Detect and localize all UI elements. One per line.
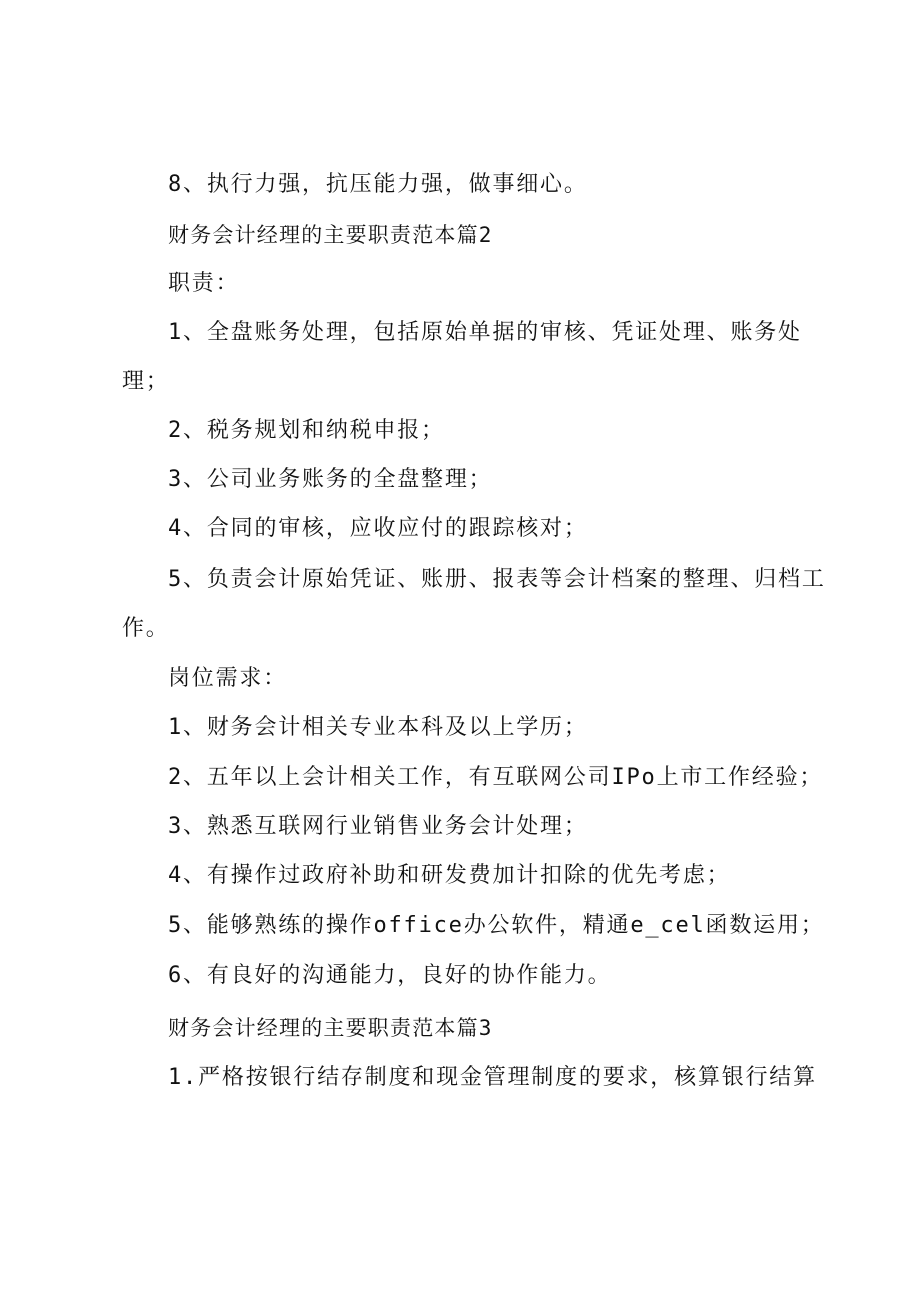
text-line: 2、五年以上会计相关工作，有互联网公司IPo上市工作经验； — [168, 765, 824, 790]
text-line-continuation: 理； — [122, 369, 170, 394]
text-line: 8、执行力强，抗压能力强，做事细心。 — [168, 172, 588, 197]
text-line: 职责： — [168, 271, 240, 296]
text-line: 2、税务规划和纳税申报； — [168, 418, 445, 443]
text-line: 1、全盘账务处理，包括原始单据的审核、凭证处理、账务处 — [168, 320, 802, 345]
section-heading: 财务会计经理的主要职责范本篇3 — [168, 1016, 493, 1040]
text-line: 岗位需求： — [168, 666, 288, 691]
text-line: 4、合同的审核，应收应付的跟踪核对； — [168, 516, 588, 541]
text-line: 1.严格按银行结存制度和现金管理制度的要求，核算银行结算 — [168, 1065, 817, 1090]
text-line: 3、公司业务账务的全盘整理； — [168, 467, 493, 492]
section-heading: 财务会计经理的主要职责范本篇2 — [168, 223, 493, 247]
text-line: 5、能够熟练的操作office办公软件，精通e_cel函数运用； — [168, 913, 825, 938]
text-line-continuation: 作。 — [122, 616, 170, 641]
text-line: 1、财务会计相关专业本科及以上学历； — [168, 715, 588, 740]
text-line: 5、负责会计原始凭证、账册、报表等会计档案的整理、归档工 — [168, 567, 826, 592]
text-line: 6、有良好的沟通能力，良好的协作能力。 — [168, 963, 612, 988]
text-line: 3、熟悉互联网行业销售业务会计处理； — [168, 814, 588, 839]
text-line: 4、有操作过政府补助和研发费加计扣除的优先考虑； — [168, 863, 731, 888]
